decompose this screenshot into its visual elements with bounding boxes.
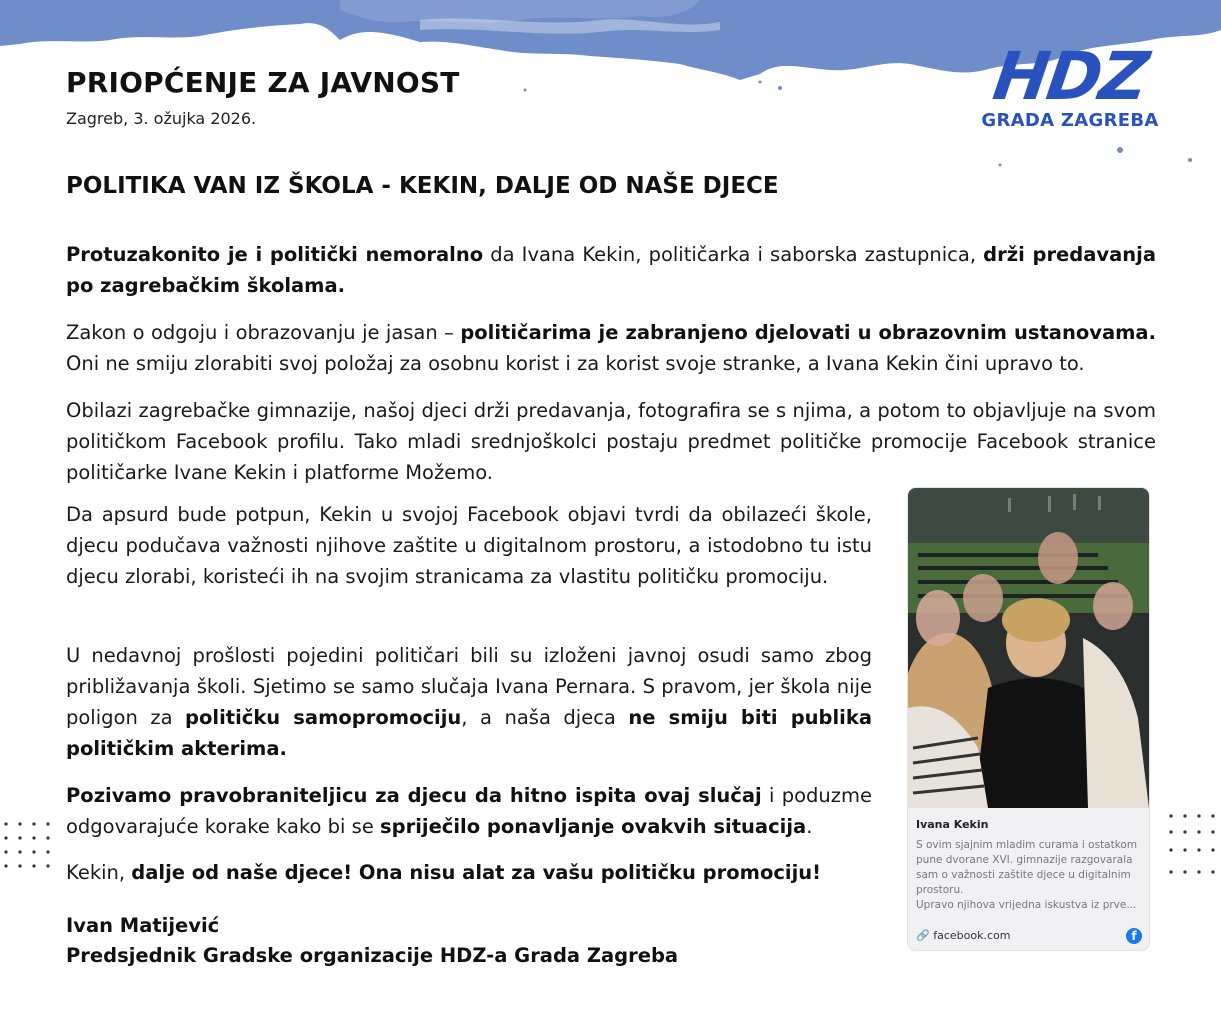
release-date: Zagreb, 3. ožujka 2026. [66, 109, 257, 128]
p2-text-1: Zakon o odgoju i obrazovanju je jasan – [66, 321, 461, 344]
p7-text-1: Kekin, [66, 861, 132, 884]
p6-bold-2: spriječilo ponavljanje ovakvih situacija [380, 815, 807, 838]
page-title: PRIOPĆENJE ZA JAVNOST [66, 66, 460, 99]
paragraph-3: Obilazi zagrebačke gimnazije, našoj djeci drži predavanja, fotografira se s njima, a potom to objavljuje na svom političkom Facebook profilu. Tako mladi srednjoškolci postaju predmet političke promocije Facebook stranice političarke Ivane Kekin i platforme Možemo. [66, 399, 1156, 484]
logo-subtitle: GRADA ZAGREBA [981, 110, 1159, 131]
hdz-logo [980, 38, 1160, 131]
p6-text-1: i poduzme odgovarajuće korake kako bi se [66, 784, 873, 838]
p5-bold-2: ne smiju biti publika političkim akterima. [66, 706, 872, 760]
p5-bold-1: političku samopromociju [185, 706, 462, 729]
p5-text-1: U nedavnoj prošlosti pojedini političari bili su izloženi javnoj osudi samo zbog približavanja školi. Sjetimo se samo slučaja Ivana Pernara. S pravom, jer škola nije poligon za [66, 644, 872, 729]
p6-text-2: . [806, 815, 813, 838]
press-release-header [66, 66, 460, 128]
signatory-name: Ivan Matijević [66, 914, 220, 937]
logo-mark: HDZ [988, 38, 1152, 115]
paragraph-6 [66, 780, 872, 842]
p1-text-1: da Ivana Kekin, političarka i saborska zastupnica, [483, 243, 984, 266]
paragraph-5 [66, 640, 872, 764]
p2-bold-1: političarima je zabranjeno djelovati u obrazovnim ustanovama. [460, 321, 1156, 344]
post-author: Ivana Kekin [916, 818, 989, 831]
post-photo [908, 488, 1149, 808]
paragraph-2 [66, 317, 1156, 379]
post-excerpt: S ovim sjajnim mladim curama i ostatkom pune dvorane XVI. gimnazije razgovarala sam o važnosti zaštite djece u digitalnim prostoru. Upravo njihova vrijedna iskustva iz prve... [916, 839, 1138, 911]
paragraph-4: Da apsurd bude potpun, Kekin u svojoj Facebook objavi tvrdi da obilazeći škole, djecu podučava važnosti njihove zaštite u digitalnom prostoru, a istodobno tu istu djecu zlorabi, koristeći ih na svojim stranicama za vlastitu političku promociju. [66, 503, 872, 588]
p7-bold-1: dalje od naše djece! Ona nisu alat za vašu političku promociju! [131, 861, 822, 884]
paragraph-1 [66, 239, 1156, 301]
paragraph-7 [66, 857, 872, 888]
post-link-label: facebook.com [933, 929, 1011, 942]
p6-bold-1: Pozivamo pravobraniteljicu za djecu da hitno ispita ovaj slučaj [66, 784, 762, 807]
signatory-role: Predsjednik Gradske organizacije HDZ-a Grada Zagreba [66, 944, 679, 967]
dot-grid-right-decoration [1165, 810, 1221, 880]
facebook-post-card[interactable] [908, 488, 1149, 950]
dot-grid-left-decoration [0, 818, 60, 870]
p1-bold-1: Protuzakonito je i politički nemoralno [66, 243, 484, 266]
signature [66, 911, 678, 971]
p5-text-2: , a naša djeca [461, 706, 629, 729]
link-icon: 🔗 [916, 929, 930, 942]
p2-text-2: Oni ne smiju zlorabiti svoj položaj za osobnu korist i za korist svoje stranke, a Ivana Kekin čini upravo to. [66, 352, 1085, 375]
post-link[interactable] [916, 929, 1010, 942]
headline: POLITIKA VAN IZ ŠKOLA - KEKIN, DALJE OD NAŠE DJECE [66, 173, 779, 199]
p1-bold-2: drži predavanja po zagrebačkim školama. [66, 243, 1156, 297]
facebook-icon: f [1126, 928, 1142, 944]
